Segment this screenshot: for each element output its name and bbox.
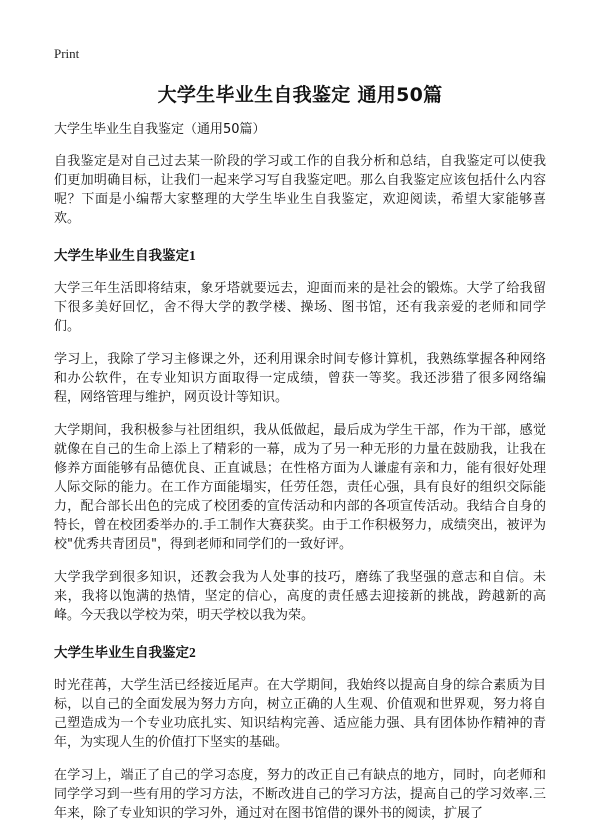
section-heading-number: 2 <box>189 645 196 660</box>
paragraph: 大学三年生活即将结束，象牙塔就要远去，迎面而来的是社会的锻炼。大学了给我留下很多美好回忆，舍不得大学的教学楼、操场、图书馆，还有我亲爱的老师和同学们。 <box>54 281 546 334</box>
intro-paragraph: 自我鉴定是对自己过去某一阶段的学习或工作的自我分析和总结，自我鉴定可以使我们更加明确目标，让我们一起来学习写自我鉴定吧。那么自我鉴定应该包括什么内容呢？下面是小编帮大家整理的大学生毕业生自我鉴定，欢迎阅读，希望大家能够喜欢。 <box>54 154 546 226</box>
paragraph: 在学习上，端正了自己的学习态度，努力的改正自己有缺点的地方，同时，向老师和同学学习到一些有用的学习方法，不断改进自己的学习方法，提高自己的学习效率.三年来，除了专业知识的学习外，通过对在图书馆借的课外书的阅读，扩展了 <box>54 768 546 821</box>
page-title: 大学生毕业生自我鉴定 通用50篇 <box>157 84 443 106</box>
print-link[interactable]: Print <box>54 46 80 61</box>
section-heading-1 <box>54 246 546 266</box>
document-subtitle: 大学生毕业生自我鉴定（通用50篇） <box>54 122 266 137</box>
section-heading-number: 1 <box>189 248 196 263</box>
section-heading-2 <box>54 643 546 663</box>
section-heading-text: 大学生毕业生自我鉴定 <box>54 248 189 264</box>
paragraph: 时光荏苒，大学生活已经接近尾声。在大学期间，我始终以提高自身的综合素质为目标，以自己的全面发展为努力方向，树立正确的人生观、价值观和世界观，努力将自己塑造成为一个专业功底扎实、知识结构完善、适应能力强、具有团体协作精神的青年，为实现人生的价值打下坚实的基础。 <box>54 678 546 750</box>
paragraph: 大学期间，我积极参与社团组织，我从低做起，最后成为学生干部，作为干部，感觉就像在自己的生命上添上了精彩的一幕，成为了另一种无形的力量在鼓励我，让我在修养方面能够有品德优良、正直诚恳；在性格方面为人谦虚有亲和力，能有很好处理人际交际的能力。在工作方面能塌实，任劳任怨，责任心强，具有良好的组织交际能力，配合部长出色的完成了校团委的宣传活动和内部的各项宣传活动。我结合自身的特长，曾在校团委举办的.手工制作大赛获奖。由于工作积极努力，成绩突出，被评为校"优秀共青团员"，得到老师和同学们的一致好评。 <box>54 423 546 552</box>
paragraph: 大学我学到很多知识，还教会我为人处事的技巧，磨练了我坚强的意志和自信。未来，我将以饱满的热情，坚定的信心，高度的责任感去迎接新的挑战，跨越新的高峰。今天我以学校为荣，明天学校以我为荣。 <box>54 570 546 623</box>
section-heading-text: 大学生毕业生自我鉴定 <box>54 645 189 661</box>
paragraph: 学习上，我除了学习主修课之外，还利用课余时间专修计算机，我熟练掌握各种网络和办公软件，在专业知识方面取得一定成绩，曾获一等奖。我还涉猎了很多网络编程，网络管理与维护，网页设计等知识。 <box>54 352 546 405</box>
